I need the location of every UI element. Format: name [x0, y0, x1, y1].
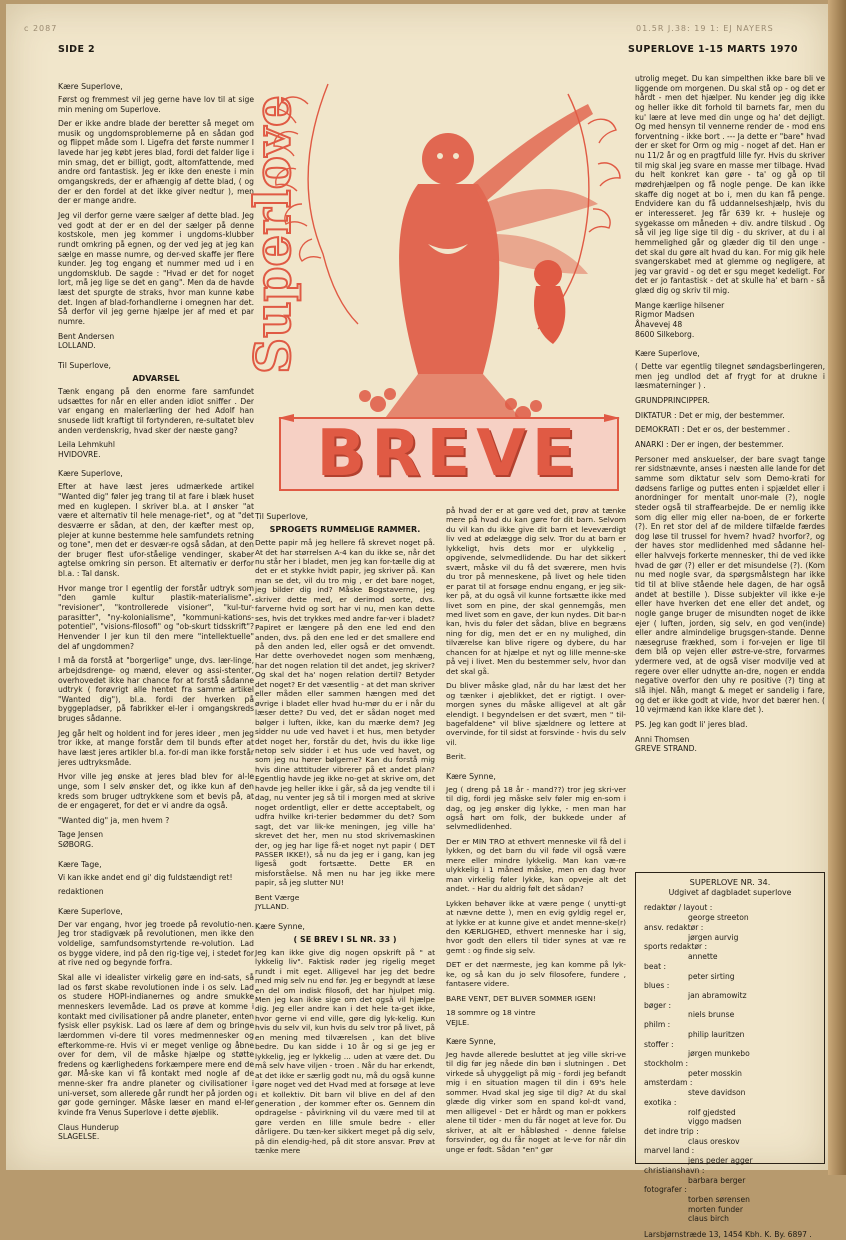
signature-line: redaktionen	[58, 887, 104, 897]
letter-paragraph: Hvor ville jeg ønske at jeres blad blev for al-le unge, som I selv ønsker det, og ikke kun af den kreds som bruger udtrykkene som et bevis på, at de er engageret, for det er vi andre da også.	[58, 772, 254, 811]
letter-paragraph: utrolig meget. Du kan simpelthen ikke bare bli ve liggende om morgenen. Du skal stå op - og det er hårdt - men det hjælper. Nu kender jeg dig ikke og heller ikke dit forhold til barnets far, men du ku' lære at leve med din unge og ha' det dejligt. Og med hensyn til vennerne render de - mod ens forventning - ikke bort . --- Ja dette er "bare" hvad der er sket for Orm og mig - noget af det. Han er nu 11/2 år og en pragtfuld lille fyr. Hvis du skriver til mig skal jeg svare en masse mer tilbage. Hvad du helt konkret kan gøre - ta' og gå op til mødrehjælpen og få nogle penge. De kan ikke skaffe dig noget at bo i, men du kan få penge. Endvidere kan du få uddannelseshjælp, hvis du er interesseret. Jeg får 639 kr. + husleje og sygekasse om måneden + div. andre tilskud . Og så vil jeg lige sige til dig - du skriver, at du i al hemmelighed går og glæder dig til den unge - det skal du gøre alt hvad du kan. For mig gik hele svangerskabet med at glemme og negligere, at jeg var gravid - og det er sgu meget kedeligt. For det er jo fantastisk - det at skulle ha' et barn - så glæd dig og skriv til mig.	[635, 74, 826, 296]
credit-line: redaktør / layout :	[644, 903, 713, 913]
signature-line: GREVE STRAND.	[635, 744, 697, 754]
letter-paragraph: Skal alle vi idealister virkelig gøre en ind-sats, så lad os først skabe revolutionen inde i os selv. Lad os studere HOPI-indianernes og andre smukke menneskers levemåde. Lad os prøve at komme i kontakt med civilisationer på andre planeter, enten fysisk eller psykisk. Lad os lære af dem og bringe lærdommen vi-dere til vores medmennesker og efterkomme-re. Hvis vi er meget venlige og åbne over for dem, vil de måske hjælpe og støtte fredens og kærlighedens forkæmpere mere end de gør. Må-ske kan vi få kontakt med nogle af de menne-sker fra andre planeter og civilisationer i uni-verset, som allerede går rundt her på jorden og gør gode gerninger. Måske læser en mand el-ler kvinde fra Venus Superlove i dette øjeblik.	[58, 973, 254, 1117]
signature-line: Claus Hunderup	[58, 1122, 119, 1132]
letter-signature	[446, 1008, 626, 1027]
credit-line: viggo madsen	[688, 1117, 742, 1127]
masthead-credits	[644, 903, 816, 1224]
credit-line: det indre trip :	[644, 1127, 699, 1136]
signature-line: Bent Andersen	[58, 331, 115, 341]
letter-paragraph: Jeg havde allerede besluttet at jeg ville skri-ve til dig før jeg nåede din bøn i slutningen . Det virkede så uhyggeligt på mig - fordi jeg befandt mig i en situation magen til din i 69's hele sommer. Hvad skal jeg sige til dig? At du skal glæde dig virker som en spand kol-dt vand, men alligevel - Det er hårdt og man er pokkers alene til tider - men du får noget at leve for. Du skriver, at alt er håbløshed - denne følelse forsvinder, og du får noget at le-ve for når din unge er født. Sådan "en" gør	[446, 1049, 626, 1154]
letter-greeting: Til Superlove,	[255, 512, 309, 521]
credit-line: stockholm :	[644, 1058, 689, 1068]
letter-paragraph: GRUNDPRINCIPPER.	[635, 396, 710, 406]
letter-title: ADVARSEL	[132, 373, 180, 383]
masthead-address: Larsbjørnstræde 13, 1454 Kbh. K. By. 6897 .	[644, 1230, 812, 1240]
credit-line: sports redaktør :	[644, 942, 708, 952]
credit-line: claus oreskov	[688, 1136, 740, 1146]
letter-signature	[446, 752, 626, 761]
letter	[255, 922, 435, 1156]
signature-line: JYLLAND.	[255, 902, 289, 912]
letter-paragraph: Personer med anskuelser, der bare svagt tange rer sidstnævnte, anses i næsten alle lande for det samme som diktatur selv som Demo-krati for dødsens farlige og puttes enten i spjældet eller i anordninger for mentalt unor-male (?), nogle steder også til straffearbejde. De er nemlig ikke som dig eller mig eller na-boen, de er forkerte (?). En ret stor del af de mildere tilfælde færdes dog løse til trussel for hvem? hvad? hvorfor?, og der haves stor medlidenhed med sådanne hel-eller halvvejs forkerte mennesker, thi de ved ikke hvad de gør (?) eller er det misundelse (?). (Kom nu med nogle svar, da spørgsmålstegn har ikke tid til at blive stående hele dagen, de har også andet at bestille ). Disse subjekter vil ikke e-je eller have hverken det ene eller det andet, og nogle gange bruger de misundten noget de ikke ejer ( luften, jorden, sig selv, en god ven(inde) eller andre almindelige brugsgen-stande. Denne næsegruse frækhed, som i for-vejen er lige til dem blå op vejen eller østre-ve-stre, forvarmes ydermere ved, at de også viser modvilje ved at regere over eller udnytte an-dre, nogen er endda negative overfor den uhy re positive (?) ting at slå ihjel. Nåh, mangt & meget er sandelig i fare, og det er ikke godt at vide, hvor det bærer hen. ( 10 vejrmænd kan ikke klare det ).	[635, 454, 825, 715]
letter-greeting: Kære Tage,	[58, 859, 102, 869]
letter-paragraph: Der er ikke andre blade der beretter så meget om musik og ungdomsproblemerne på en sådan god og flippet måde som I. Ligefra det første nummer I lavede har jeg købt jeres blad, fordi det falder lige i min smag, det er billigt, godt, altomfattende, med andre ord fantastisk. Jeg er ikke den eneste i min omgangskreds, der er afhængig af dette blad, ( og der er den fordel at det ikke giver nedtur ), men der er mange andre.	[58, 119, 254, 206]
letter-signature	[635, 301, 825, 340]
letter	[446, 1037, 626, 1154]
letter-greeting: Kære Superlove,	[635, 349, 700, 359]
letter	[58, 860, 254, 897]
credit-line: george streeton	[688, 913, 749, 923]
credit-line: philm :	[644, 1020, 671, 1030]
letter	[58, 361, 254, 460]
credit-line: philip lauritzen	[688, 1029, 745, 1039]
credit-line: bøger :	[644, 1000, 672, 1010]
letter	[58, 82, 254, 351]
credit-line: beat :	[644, 961, 667, 971]
letter-paragraph: ANARKI : Der er ingen, der bestemmer.	[635, 440, 784, 450]
credit-line: barbara berger	[688, 1175, 746, 1185]
credit-line: jørgen munkebo	[688, 1049, 750, 1059]
letter-paragraph: ( Dette var egentlig tilegnet søndagsberlingeren, men jeg undlod det af frygt for at drukne i læsmaterninger ) .	[635, 362, 825, 391]
letter-greeting: Kære Superlove,	[58, 82, 123, 91]
letter-greeting: Kære Synne,	[446, 1037, 496, 1047]
credit-line: jens peder agger	[688, 1156, 753, 1166]
letter-paragraph: PS. Jeg kan godt li' jeres blad.	[635, 719, 748, 729]
breve-title: BREVE	[316, 417, 582, 491]
credit-line: niels brunse	[688, 1010, 735, 1020]
signature-line: Anni Thomsen	[635, 734, 690, 744]
superlove-vertical-logo: Superlove	[243, 95, 302, 374]
letter-paragraph: I må da forstå at "borgerlige" unge, dvs. lær-linge, arbejdsdrenge- og mænd, elever og assi-stenter, overhovedet ikke har chance for at forstå sådanne udtryk ( forøvrigt alle hentet fra samme artikel "Wanted dig"), bl.a. fordi der hverken på byggepladser, på fabrikker el-ler i omgangskreds bruges sådanne.	[58, 656, 254, 724]
letter-paragraph: Hvor mange tror I egentlig der forstår udtryk som "den gamle kultur plastik-materialisme", "revisioner", "kontrollerede visioner", "kul-tur-parasitter", "ny-kolonialisme", "kommuni-kations-potentiel", "visions-filosofi" og "ob-skurt tidsskrift"? Henvender I jer kun til den mere "intellektuelle" del af ungdommen?	[58, 583, 254, 651]
signature-line: 18 sommre og 18 vintre	[446, 1008, 536, 1018]
letter-paragraph: Tænk engang på den enorme fare samfundet udsættes for når en eller anden idiot sniffer . Der var engang en malerlærling der hed Adolf han snusede lidt kraftigt til fortynderen, re-sultatet blev anden verdenskrig, hvad sker der næste gang?	[58, 386, 254, 435]
column-2	[255, 512, 435, 1164]
letter	[446, 506, 626, 762]
credit-line: peter sirting	[688, 971, 735, 981]
letter-paragraph: Der er MIN TRO at ethvert menneske vil få del i lykken, og det barn du vil føde vil også være mere eller mindre lykkelig. Man kan væ-re ulykkelig i 1 måned måske, men en dag hvor man virkelig føler lykke, kan opveje alt det andet. - Har du aldrig følt det sådan?	[446, 836, 626, 894]
page-number: SIDE 2	[58, 44, 96, 55]
letter-signature	[635, 735, 825, 754]
signature-line: Åhavevej 48	[635, 320, 683, 330]
credit-line: stoffer :	[644, 1039, 674, 1049]
column-1	[58, 82, 254, 1152]
letter-greeting: Kære Synne,	[255, 921, 305, 931]
top-note-left: c 2087	[24, 24, 58, 33]
credit-line: ansv. redaktør :	[644, 922, 704, 932]
letter-signature	[58, 887, 254, 897]
credit-line: marvel land :	[644, 1146, 695, 1156]
issue-date: SUPERLOVE 1-15 MARTS 1970	[628, 44, 798, 55]
letter-greeting: Til Superlove,	[58, 360, 112, 370]
credit-line: blues :	[644, 981, 670, 991]
letter-paragraph: Du bliver måske glad, når du har læst det her og tænker i øjeblikket, det er rigtigt. I over-morgen synes du måske alligevel at alt går elendigt. I begyndelsen er det svært, men " til-bagefaldene" vil blive sjældnere og lettere at overvinde, for til sidst at forsvinde - hvis du selv vil.	[446, 681, 626, 747]
letter-signature	[58, 830, 254, 849]
credit-line: peter mosskin	[688, 1068, 742, 1078]
masthead-subtitle: Udgivet af dagbladet superlove	[668, 887, 792, 897]
signature-line: Rigmor Madsen	[635, 310, 695, 320]
letter-greeting: Kære Synne,	[446, 771, 496, 781]
signature-line: VEJLE.	[446, 1017, 470, 1027]
signature-line: Bent Værge	[255, 892, 300, 902]
credit-line: amsterdam :	[644, 1078, 693, 1088]
signature-line: Tage Jensen	[58, 830, 104, 840]
credit-line: fotografer :	[644, 1185, 687, 1195]
letter-paragraph: DIKTATUR : Det er mig, der bestemmer.	[635, 410, 785, 420]
letter	[255, 512, 435, 912]
column-3	[446, 506, 626, 1162]
letter-paragraph: Dette papir må jeg hellere få skrevet noget på. At det har størrelsen A-4 kan du ikke se, når det nu står her i bladet, men jeg kan for-tælle dig at det er et stykke hvidt papir, jeg skriver på. Kan man se det, vil du tro mig , er det bare noget, jeg bilder dig ind? Måske Bogstaverne, jeg skriver dette med, er derimod sorte, dvs. farverne hvid og sort har vi nu, men kan dette ses, hvis det trykkes med andre far-ver i bladet? Papiret er længere på den ene led end den anden, dvs. på den ene led er det smallere end på den anden led, eller også er det omvendt. Har dette overhovedet nogen som menhæng, har det nogen relation til det andet, jeg skriver? Og skal det ha' nogen relation dertil? Betyder det noget? Er det væsentlig - at det man skriver eller måden eller sammen hængen med det øvrige i bladet eller hvad hu-mør du er i når du læser dette? Du ved, det er sådan noget med bølger i luften, ikke, kan du mærke dem? Jeg sidder nu ude ved havet i et hus, men betyder det noget her, forstår du det, hvis du ikke lige netop selv sidder i et hus ude ved havet, og som jeg nu hører bølgerne? Kan du forstå mig hvis dine atttituder vibrerer på et andet plan? Egentlig havde jeg ikke no-get at skrive om, det havde jeg heller ikke i går, så da jeg vendte til i dag, nu venter jeg så til i morgen med at skrive noget ordentligt, eller er dette acceptabelt, og udfra hvilke kri-terier bedømmer du det? Som sagt, det var lik-ke meningen, jeg ville ha' skrevet det her, men nu stod skrivemaskinen der, og jeg har lige få-et noget nyt papir ( DET PASSER IKKE!), så nu da jeg er i gang, kan jeg ligeså godt fortsætte. Dette ER en misforståelse. Nå men nu har jeg ikke mere papir, så jeg slutter NU!	[255, 538, 435, 888]
letter	[446, 772, 626, 1027]
letter-paragraph: Efter at have læst jeres udmærkede artikel "Wanted dig" føler jeg trang til at fare i blæk huset med en kuglepen. I skriver bl.a. at I ønsker "at være et alternativ til hele menage-riet", og at "det desværre er sådan, at den, der kæfter mest op, plejer at kunne bestemme hele samfundets retning og tone", men det er desvær-re også sådan, at den der bruger flest ufor-ståelige vendinger, skaber agtelse omkring sin person. Et alternativ er derfor bl.a. : Tal dansk.	[58, 482, 254, 579]
credit-line: steve davidson	[688, 1088, 746, 1098]
letter-paragraph: BARE VENT, DET BLIVER SOMMER IGEN!	[446, 993, 596, 1003]
letter	[58, 907, 254, 1142]
letter-paragraph: Først og fremmest vil jeg gerne have lov til at sige min mening om Superlove.	[58, 94, 254, 114]
signature-line: SLAGELSE.	[58, 1132, 100, 1142]
letter-signature	[58, 440, 254, 459]
page-edge	[828, 0, 846, 1175]
letter	[635, 74, 825, 339]
letter-title: SPROGETS RUMMELIGE RAMMER.	[269, 524, 421, 534]
masthead-box	[635, 872, 825, 1240]
signature-line: Berit.	[446, 752, 467, 762]
column-4	[635, 74, 825, 764]
credit-line: claus birch	[688, 1214, 729, 1224]
signature-line: LOLLAND.	[58, 341, 96, 351]
credit-line: torben sørensen	[688, 1195, 750, 1205]
letter-paragraph: Der var engang, hvor jeg troede på revolutio-nen. Jeg tror stadigvæk på revolutionen, men ikke den voldelige, samfundsomstyrtende re-volution. Lad os bygge videre, ind på den rig-tige vej, i stedet for at rive ned og begynde forfra.	[58, 919, 254, 968]
signature-line: SØBORG.	[58, 840, 94, 850]
letter-paragraph: på hvad der er at gøre ved det, prøv at tænke mere på hvad du kan gøre for dit barn. Selvom du vil kan du ikke give dit barn et leveværdigt liv ved at ødelægge dig selv. Tror du at barn er lykkeligt, hvis dets mor er ulykkelig , opgivende, selvmedlidende. Du har det sikkert svært, måske vil du få det sværere, men hvis du tror på menneskene, på livet og hele tiden er parat til at forsøge endnu engang, er jeg sik-ker på, at du også vil kunne fortsætte ikke med livet som en pine, der skal gennemgås, men med livet som en gave, der kun nydes. Dit bar-n kan, hvis du føler det sådan, blive en begræns ning for dig, men det er en ny mulighed, din tilværelse kan blive rigere og dybere, du har chancen for at hjælpe et nyt og lille menne-ske på vej i livet. Men du bestemmer selv, hvor dan det skal gå.	[446, 506, 626, 676]
credit-line: rolf gjedsted	[688, 1107, 736, 1117]
letter-paragraph: "Wanted dig" ja, men hvem ?	[58, 815, 170, 825]
letter-greeting: Kære Superlove,	[58, 906, 123, 916]
letter-paragraph: Lykken behøver ikke at være penge ( unytti-gt at nævne dette ), men en evig gyldig regel er, at lykke er at kunne give et andet menne-ske(r) den KÆRLIGHED, ethvert menneske har i sig, hvor godt den ellers til tider synes at væ re gemt : og finde sig selv.	[446, 898, 626, 955]
letter-paragraph: Jeg ( dreng på 18 år - mand??) tror jeg skri-ver til dig, fordi jeg måske selv føler mig en-som i dag, og jeg ønsker dig lykke, - men man har også hørt om folk, der bukkede under af selvmedlidenhed.	[446, 784, 626, 832]
letter	[635, 349, 825, 754]
letter	[58, 469, 254, 849]
letter-paragraph: Vi kan ikke andet end gi' dig fuldstændigt ret!	[58, 872, 233, 882]
letter-signature	[255, 893, 435, 912]
breve-banner	[278, 414, 620, 494]
letter-paragraph: Jeg vil derfor gerne være sælger af dette blad. Jeg ved godt at der er en del der sælger på denne kostskole, men jeg kommer i ungdoms-klubber rundt omkring på egnen, og der ved jeg at jeg kan sælge en masse numre, og der-ved skaffe jer flere kunder. Jeg tog engang et nummer med ud i en ungdomsklub. De sagde : "Hvad er det for noget lort, må jeg lige se det en gang". Men da de havde læst det spurgte de straks, hvor man kunne købe det. Ingen af blad-forhandlerne i omegnen har det. Så derfor vil jeg gerne hjælpe jer af med et par numre.	[58, 210, 254, 326]
signature-line: HVIDOVRE.	[58, 449, 101, 459]
letter-paragraph: DET er det nærmeste, jeg kan komme på lyk-ke, og så kan du jo selv filosofere, fundere , fantasere videre.	[446, 960, 626, 989]
signature-line: Leila Lehmkuhl	[58, 440, 115, 450]
top-note-right: 01.5R J.38: 19 1: EJ NAYERS	[636, 24, 774, 33]
signature-line: Mange kærlige hilsener	[635, 300, 725, 310]
letter-paragraph: DEMOKRATI : Det er os, der bestemmer .	[635, 425, 791, 435]
signature-line: 8600 Silkeborg.	[635, 329, 695, 339]
newspaper-page	[6, 4, 828, 1240]
credit-line: exotika :	[644, 1097, 677, 1107]
masthead-title: SUPERLOVE NR. 34.	[689, 877, 771, 887]
letter-paragraph: Jeg kan ikke give dig nogen opskrift på " at lykkelig liv". Faktisk røder jeg rigelig meget rundt i mit eget. Alligevel har jeg det bedre med mig selv nu end før. Jeg er begyndt at læse en del om indisk filosofi, det har hjulpet mig. Men jeg kan ikke sige om det også vil hjælpe dig. Jeg eller andre kan i det hele ta-get ikke, hvor gerne vi end ville, gøre dig lyk-kelig. Kun hvis du selv vil, kun hvis du selv tror på livet, på en mening med tilværelsen , kan det blive bedre. Du kan sidde i 10 år og si ge jeg er lykkelig, jeg er lykkelig ... uden at være det. Du må selv have viljen - troen . Når du har erkendt, at det ikke er særlig godt nu, må du også kunne gøre noget ved det Hvad med at forsøge at leve i et kollektiv. Dit barn vil blive en del af den generation , der kommer efter os. Gennem din opdragelse - påvirkning vil du være med til at gøre verden en lille smule bedre - eller dårligere. Du tæn-ker sikkert meget på dig selv, på din elendig-hed, på dit store ansvar. Prøv at tænke mere	[255, 947, 435, 1156]
letter-signature	[58, 332, 254, 351]
credit-line: annette	[688, 952, 718, 962]
letter-paragraph: Jeg går helt og holdent ind for jeres ideer , men jeg tror ikke, at mange forstår dem til bunds efter at have læst jeres artikler bl.a. for-di man ikke forstår jeres udtryksmåde.	[58, 728, 254, 767]
credit-line: christianshavn :	[644, 1165, 705, 1175]
credit-line: morten funder	[688, 1204, 743, 1214]
credit-line: jan abramowitz	[688, 990, 747, 1000]
letter-signature	[58, 1123, 254, 1142]
letter-title: ( SE BREV I SL NR. 33 )	[293, 934, 397, 944]
credit-line: jørgen aurvig	[688, 932, 739, 942]
letter-greeting: Kære Superlove,	[58, 469, 123, 479]
